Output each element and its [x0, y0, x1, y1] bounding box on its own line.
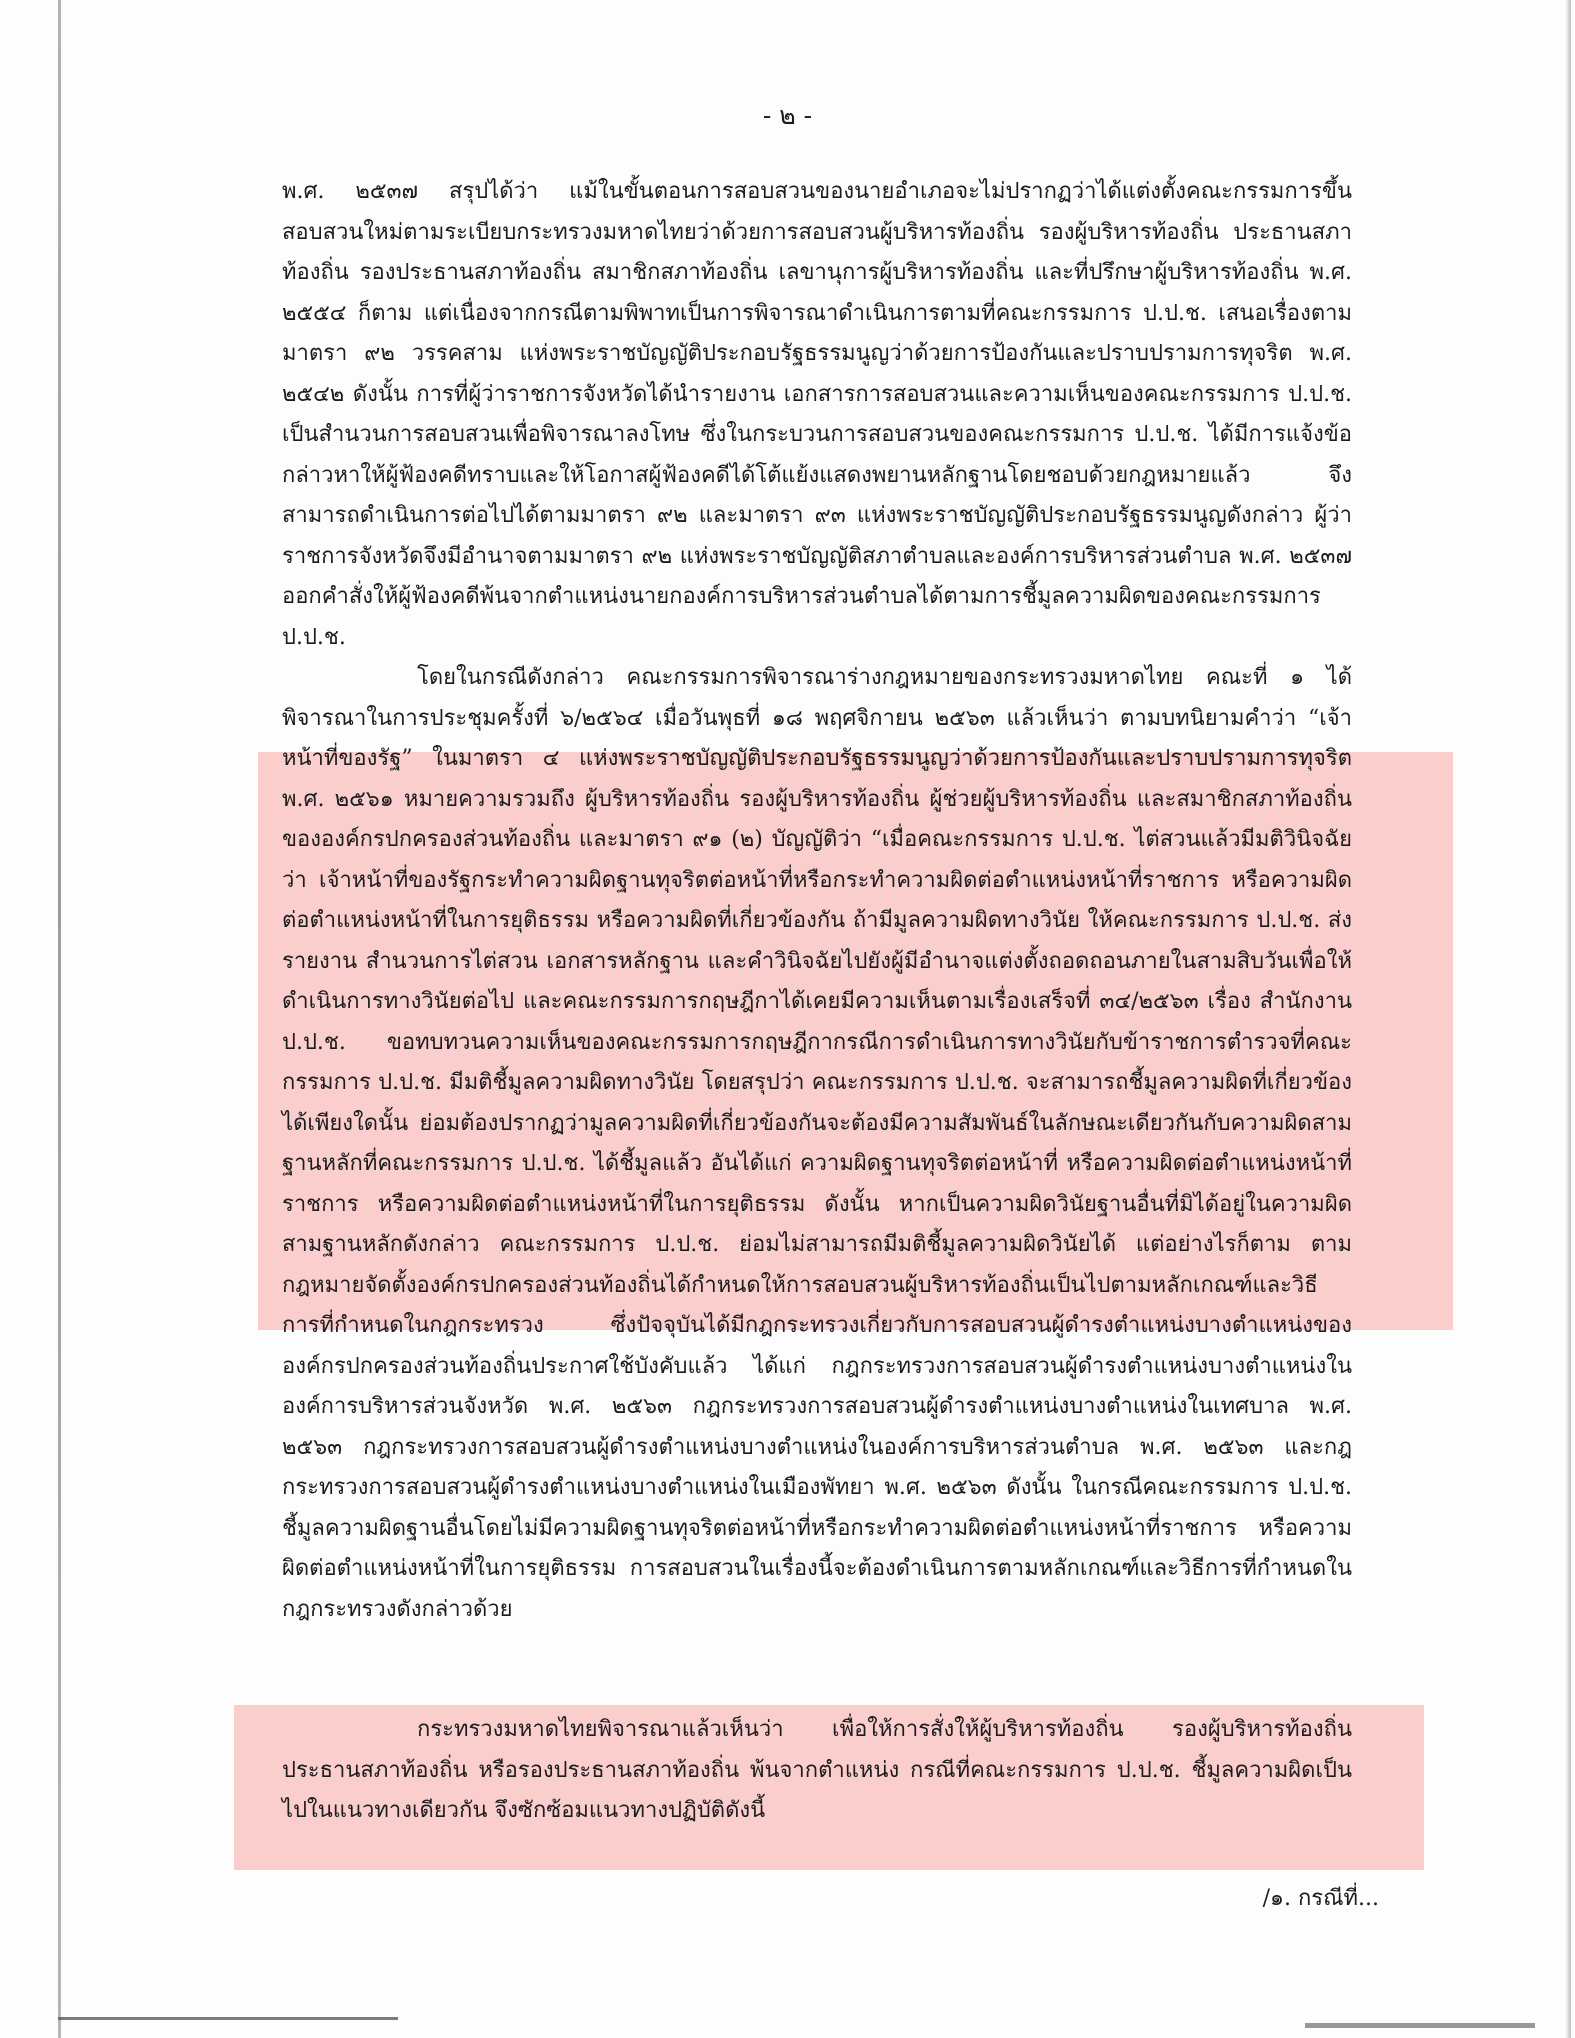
- scan-edge-right: [1565, 0, 1571, 2038]
- paragraph-2: โดยในกรณีดังกล่าว คณะกรรมการพิจารณาร่างกฎหมายของกระทรวงมหาดไทย คณะที่ ๑ ได้พิจารณาในการประชุมครั้งที่ ๖/๒๕๖๔ เมื่อวันพุธที่ ๑๘ พฤศจิกายน ๒๕๖๓ แล้วเห็นว่า ตามบทนิยามคำว่า “เจ้าหน้าที่ของรัฐ” ในมาตรา ๔ แห่งพระราชบัญญัติประกอบรัฐธรรมนูญว่าด้วยการป้องกันและปราบปรามการทุจริต พ.ศ. ๒๕๖๑ หมายความรวมถึง ผู้บริหารท้องถิ่น รองผู้บริหารท้องถิ่น ผู้ช่วยผู้บริหารท้องถิ่น และสมาชิกสภาท้องถิ่นขององค์กรปกครองส่วนท้องถิ่น และมาตรา ๙๑ (๒) บัญญัติว่า “เมื่อคณะกรรมการ ป.ป.ช. ไต่สวนแล้วมีมติวินิจฉัยว่า เจ้าหน้าที่ของรัฐกระทำความผิดฐานทุจริตต่อหน้าที่หรือกระทำความผิดต่อตำแหน่งหน้าที่ราชการ หรือความผิดต่อตำแหน่งหน้าที่ในการยุติธรรม หรือความผิดที่เกี่ยวข้องกัน ถ้ามีมูลความผิดทางวินัย ให้คณะกรรมการ ป.ป.ช. ส่งรายงาน สำนวนการไต่สวน เอกสารหลักฐาน และคำวินิจฉัยไปยังผู้มีอำนาจแต่งตั้งถอดถอนภายในสามสิบวันเพื่อให้ดำเนินการทางวินัยต่อไป และคณะกรรมการกฤษฎีกาได้เคยมีความเห็นตามเรื่องเสร็จที่ ๓๔/๒๕๖๓ เรื่อง สำนักงาน ป.ป.ช. ขอทบทวนความเห็นของคณะกรรมการกฤษฎีกากรณีการดำเนินการทางวินัยกับข้าราชการตำรวจที่คณะกรรมการ ป.ป.ช. มีมติชี้มูลความผิดทางวินัย โดยสรุปว่า คณะกรรมการ ป.ป.ช. จะสามารถชี้มูลความผิดที่เกี่ยวข้องได้เพียงใดนั้น ย่อมต้องปรากฏว่ามูลความผิดที่เกี่ยวข้องกันจะต้องมีความสัมพันธ์ในลักษณะเดียวกันกับความผิดสามฐานหลักที่คณะกรรมการ ป.ป.ช. ได้ชี้มูลแล้ว อันได้แก่ ความผิดฐานทุจริตต่อหน้าที่ หรือความผิดต่อตำแหน่งหน้าที่ราชการ หรือความผิดต่อตำแหน่งหน้าที่ในการยุติธรรม ดังนั้น หากเป็นความผิดวินัยฐานอื่นที่มิได้อยู่ในความผิดสามฐานหลักดังกล่าว คณะกรรมการ ป.ป.ช. ย่อมไม่สามารถมีมติชี้มูลความผิดวินัยได้ แต่อย่างไรก็ตาม ตามกฎหมายจัดตั้งองค์กรปกครองส่วนท้องถิ่นได้กำหนดให้การสอบสวนผู้บริหารท้องถิ่นเป็นไปตามหลักเกณฑ์และวิธีการที่กำหนดในกฎกระทรวง ซึ่งปัจจุบันได้มีกฎกระทรวงเกี่ยวกับการสอบสวนผู้ดำรงตำแหน่งบางตำแหน่งขององค์กรปกครองส่วนท้องถิ่นประกาศใช้บังคับแล้ว ได้แก่ กฎกระทรวงการสอบสวนผู้ดำรงตำแหน่งบางตำแหน่งในองค์การบริหารส่วนจังหวัด พ.ศ. ๒๕๖๓ กฎกระทรวงการสอบสวนผู้ดำรงตำแหน่งบางตำแหน่งในเทศบาล พ.ศ. ๒๕๖๓ กฎกระทรวงการสอบสวนผู้ดำรงตำแหน่งบางตำแหน่งในองค์การบริหารส่วนตำบล พ.ศ. ๒๕๖๓ และกฎกระทรวงการสอบสวนผู้ดำรงตำแหน่งบางตำแหน่งในเมืองพัทยา พ.ศ. ๒๕๖๓ ดังนั้น ในกรณีคณะกรรมการ ป.ป.ช. ชี้มูลความผิดฐานอื่นโดยไม่มีความผิดฐานทุจริตต่อหน้าที่หรือกระทำความผิดต่อตำแหน่งหน้าที่ราชการ หรือความผิดต่อตำแหน่งหน้าที่ในการยุติธรรม การสอบสวนในเรื่องนี้จะต้องดำเนินการตามหลักเกณฑ์และวิธีการที่กำหนดในกฎกระทรวงดังกล่าวด้วย: [282, 665, 1352, 1622]
- scan-artifact-bottom-left: [58, 2017, 398, 2020]
- paragraph-1: พ.ศ. ๒๕๓๗ สรุปได้ว่า แม้ในขั้นตอนการสอบสวนของนายอำเภอจะไม่ปรากฏว่าได้แต่งตั้งคณะกรรมการขึ้นสอบสวนใหม่ตามระเบียบกระทรวงมหาดไทยว่าด้วยการสอบสวนผู้บริหารท้องถิ่น รองผู้บริหารท้องถิ่น ประธานสภาท้องถิ่น รองประธานสภาท้องถิ่น สมาชิกสภาท้องถิ่น เลขานุการผู้บริหารท้องถิ่น และที่ปรึกษาผู้บริหารท้องถิ่น พ.ศ. ๒๕๕๔ ก็ตาม แต่เนื่องจากกรณีตามพิพาทเป็นการพิจารณาดำเนินการตามที่คณะกรรมการ ป.ป.ช. เสนอเรื่องตามมาตรา ๙๒ วรรคสาม แห่งพระราชบัญญัติประกอบรัฐธรรมนูญว่าด้วยการป้องกันและปราบปรามการทุจริต พ.ศ. ๒๕๔๒ ดังนั้น การที่ผู้ว่าราชการจังหวัดได้นำรายงาน เอกสารการสอบสวนและความเห็นของคณะกรรมการ ป.ป.ช. เป็นสำนวนการสอบสวนเพื่อพิจารณาลงโทษ ซึ่งในกระบวนการสอบสวนของคณะกรรมการ ป.ป.ช. ได้มีการแจ้งข้อกล่าวหาให้ผู้ฟ้องคดีทราบและให้โอกาสผู้ฟ้องคดีได้โต้แย้งแสดงพยานหลักฐานโดยชอบด้วยกฎหมายแล้ว จึงสามารถดำเนินการต่อไปได้ตามมาตรา ๙๒ และมาตรา ๙๓ แห่งพระราชบัญญัติประกอบรัฐธรรมนูญดังกล่าว ผู้ว่าราชการจังหวัดจึงมีอำนาจตามมาตรา ๙๒ แห่งพระราชบัญญัติสภาตำบลและองค์การบริหารส่วนตำบล พ.ศ. ๒๕๓๗ ออกคำสั่งให้ผู้ฟ้องคดีพ้นจากตำแหน่งนายกองค์การบริหารส่วนตำบลได้ตามการชี้มูลความผิดของคณะกรรมการ ป.ป.ช.: [282, 179, 1352, 650]
- page-number: - ๒ -: [762, 101, 813, 130]
- continuation-marker: /๑. กรณีที่...: [1262, 1886, 1379, 1911]
- scan-artifact-bottom-right: [1305, 2023, 1535, 2028]
- paragraph-3: กระทรวงมหาดไทยพิจารณาแล้วเห็นว่า เพื่อให้การสั่งให้ผู้บริหารท้องถิ่น รองผู้บริหารท้องถิ่น ประธานสภาท้องถิ่น หรือรองประธานสภาท้องถิ่น พ้นจากตำแหน่ง กรณีที่คณะกรรมการ ป.ป.ช. ชี้มูลความผิดเป็นไปในแนวทางเดียวกัน จึงซักซ้อมแนวทางปฏิบัติดังนี้: [282, 1717, 1352, 1823]
- scan-edge-left: [58, 0, 61, 2038]
- body-text-conclusion: [282, 1710, 1352, 1832]
- body-text-main: [282, 172, 1352, 1630]
